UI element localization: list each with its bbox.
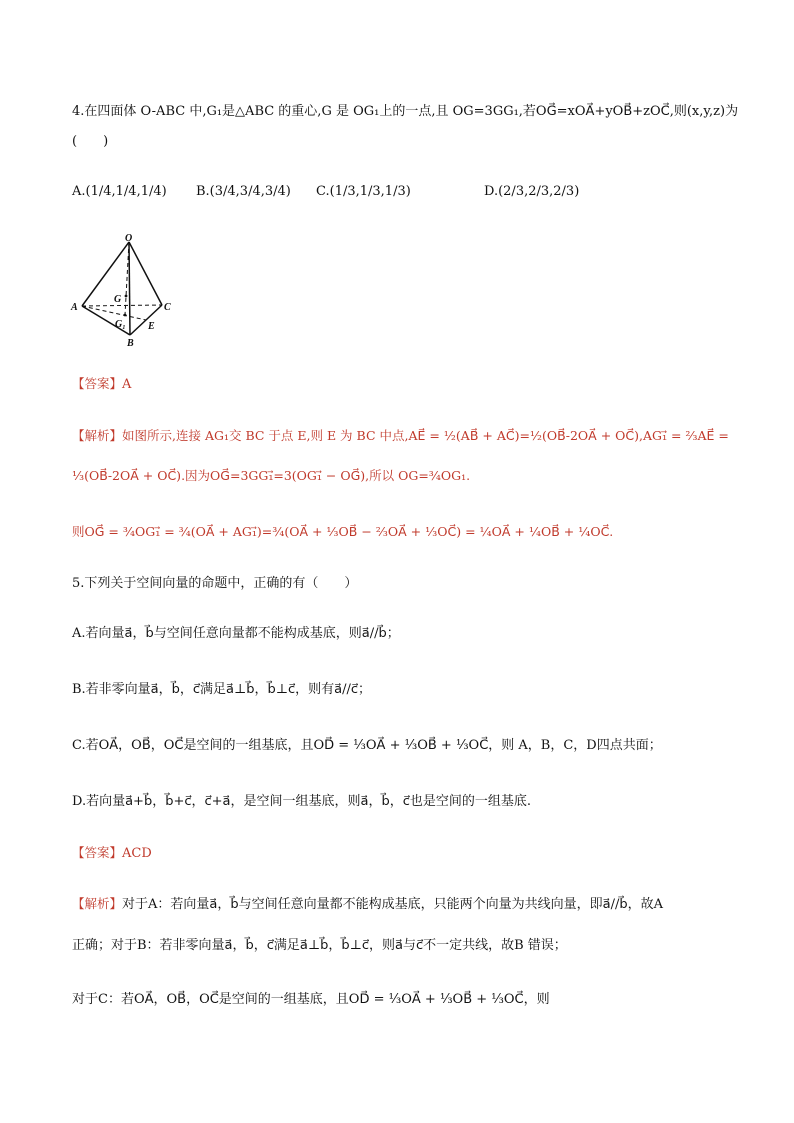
edge-oa [82, 242, 129, 306]
q4-analysis-line2: ⅓(OB⃗-2OA⃗ + OC⃗).因为OG⃗=3GG₁⃗=3(OG₁⃗ − OG⃗),所以 OG=¾OG₁. [72, 468, 471, 483]
label-a: A [71, 302, 78, 313]
q4-option-c: C.(1/3,1/3,1/3) [316, 184, 411, 199]
q5-analysis-line2: 正确；对于B：若非零向量a⃗，b⃗，c⃗满足a⃗⊥b⃗，b⃗⊥c⃗，则a⃗与c⃗不一定共线，故B 错误； [72, 938, 567, 953]
q5-analysis-line3: 对于C：若OA⃗，OB⃗，OC⃗是空间的一组基底，且OD⃗ = ⅓OA⃗ + ⅓OB⃗ + ⅓OC⃗，则 [72, 992, 550, 1007]
edge-ob [129, 242, 130, 335]
q5-analysis-tag: 【解析】 [72, 896, 123, 911]
q4-stem-line2: ( ) [72, 134, 109, 149]
q5-analysis-line1 [72, 896, 663, 913]
q4-analysis-line1 [72, 428, 729, 444]
analysis-tag: 【解析】 [72, 428, 123, 443]
answer-value: A [122, 377, 132, 392]
q5-option-d: D.若向量a⃗+b⃗，b⃗+c⃗，c⃗+a⃗，是空间一组基底，则a⃗，b⃗，c⃗也是空间的一组基底. [72, 794, 531, 809]
q5-answer-tag: 【答案】 [72, 845, 123, 860]
label-g: G [114, 294, 122, 305]
label-e: E [148, 321, 155, 332]
q5-answer [72, 845, 152, 862]
q5-option-c: C.若OA⃗，OB⃗，OC⃗是空间的一组基底，且OD⃗ = ⅓OA⃗ + ⅓OB⃗ + ⅓OC⃗，则 A，B，C，D四点共面； [72, 738, 662, 753]
q4-option-b: B.(3/4,3/4,3/4) [196, 184, 291, 199]
q4-analysis-line3: 则OG⃗ = ¾OG₁⃗ = ¾(OA⃗ + AG₁⃗)=¾(OA⃗ + ⅓OB⃗ − ⅔OA⃗ + ⅓OC⃗) = ¼OA⃗ + ¼OB⃗ + ¼OC⃗. [72, 524, 614, 539]
edge-ac-hidden [82, 305, 162, 306]
q4-option-d: D.(2/3,2/3,2/3) [484, 184, 580, 199]
q5-stem: 5.下列关于空间向量的命题中，正确的有（ ） [72, 576, 358, 591]
q5-analysis-text1: 对于A：若向量a⃗，b⃗与空间任意向量都不能构成基底，只能两个向量为共线向量，即a⃗//b⃗，故A [122, 897, 663, 912]
tetrahedron-figure [66, 232, 186, 350]
q4-answer [72, 376, 131, 393]
point-g [125, 295, 128, 298]
label-g1: G₁ [115, 319, 126, 330]
point-g1 [124, 314, 127, 317]
segment-og1 [125, 242, 129, 315]
label-b: B [127, 338, 134, 349]
edge-oc [129, 242, 162, 305]
q5-answer-value: ACD [122, 846, 152, 861]
q5-option-a: A.若向量a⃗，b⃗与空间任意向量都不能构成基底，则a⃗//b⃗； [72, 626, 400, 641]
answer-tag: 【答案】 [72, 376, 123, 391]
q5-option-b: B.若非零向量a⃗，b⃗，c⃗满足a⃗⊥b⃗，b⃗⊥c⃗，则有a⃗//c⃗； [72, 682, 371, 697]
label-o: O [125, 233, 133, 244]
median-ae [82, 306, 146, 320]
q4-option-a: A.(1/4,1/4,1/4) [72, 184, 167, 199]
q4-analysis-text1: 如图所示,连接 AG₁交 BC 于点 E,则 E 为 BC 中点,AE⃗ = ½(AB⃗ + AC⃗)=½(OB⃗-2OA⃗ + OC⃗),AG₁⃗ = ⅔AE⃗ = [122, 428, 729, 443]
label-c: C [164, 302, 171, 313]
q4-stem-line1: 4.在四面体 O-ABC 中,G₁是△ABC 的重心,G 是 OG₁上的一点,且 OG=3GG₁,若OG⃗=xOA⃗+yOB⃗+zOC⃗,则(x,y,z)为 [72, 104, 739, 119]
